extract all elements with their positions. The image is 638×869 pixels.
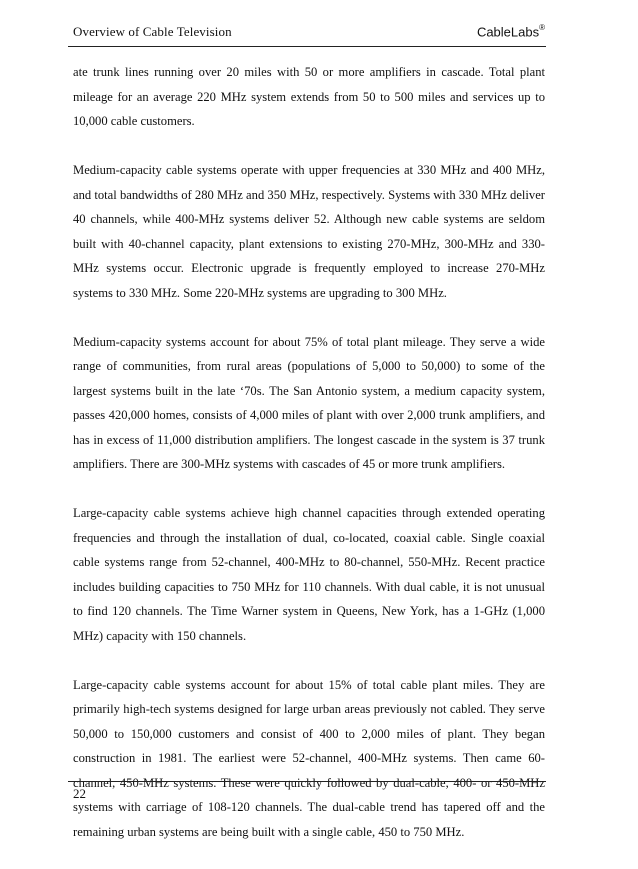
brand-logo <box>477 24 545 39</box>
paragraph: Medium-capacity systems account for about 75% of total plant mileage. They serve a wide range of communities, from rural areas (populations of 5,000 to 50,000) to some of the largest systems built in the late ‘70s. The San Antonio system, a medium capacity system, passes 420,000 homes, consists of 4,000 miles of plant with over 2,000 trunk amplifiers, and has in excess of 11,000 distribution amplifiers. The longest cascade in the system is 37 trunk amplifiers. There are 300-MHz systems with cascades of 45 or more trunk amplifiers. <box>73 334 545 471</box>
paragraph: ate trunk lines running over 20 miles with 50 or more amplifiers in cascade. Total plant mileage for an average 220 MHz system extends from 50 to 500 miles and services up to 10,000 cable customers. <box>73 65 545 128</box>
page-number: 22 <box>73 786 86 801</box>
paragraph: Large-capacity cable systems account for about 15% of total cable plant miles. They are primarily high-tech systems designed for large urban areas previously not cabled. They serve 50,000 to 150,000 customers and consist of 400 to 2,000 miles of plant. They began construction in 1981. The earliest were 52-channel, 400-MHz systems. Then came 60-channel, 450-MHz systems. These were quickly followed by dual-cable, 400- or 450-MHz systems with carriage of 108-120 channels. The dual-cable trend has tapered off and the remaining urban systems are being built with a single cable, 450 to 750 MHz. <box>73 677 545 839</box>
paragraph: Medium-capacity cable systems operate with upper frequencies at 330 MHz and 400 MHz, and total bandwidths of 280 MHz and 350 MHz, respectively. Systems with 330 MHz deliver 40 channels, while 400-MHz systems deliver 52. Although new cable systems are seldom built with 40-channel capacity, plant extensions to existing 270-MHz, 300-MHz and 330-MHz systems occur. Electronic upgrade is frequently employed to increase 270-MHz systems to 330 MHz. Some 220-MHz systems are upgrading to 300 MHz. <box>73 163 545 300</box>
footer-rule <box>68 781 546 782</box>
brand-name: CableLabs <box>476 24 540 40</box>
body-text <box>73 60 545 869</box>
paragraph: Large-capacity cable systems achieve high channel capacities through extended operating frequencies and through the installation of dual, co-located, coaxial cable. Single coaxial cable systems range from 52-channel, 400-MHz to 80-channel, 550-MHz. Recent practice includes building capacities to 750 MHz for 110 channels. With dual cable, it is not unusual to find 120 channels. The Time Warner system in Queens, New York, has a 1-GHz (1,000 MHz) capacity with 150 channels. <box>73 506 545 643</box>
running-header-title: Overview of Cable Television <box>73 24 232 39</box>
registered-mark: ® <box>539 23 545 32</box>
header-rule <box>68 46 546 47</box>
